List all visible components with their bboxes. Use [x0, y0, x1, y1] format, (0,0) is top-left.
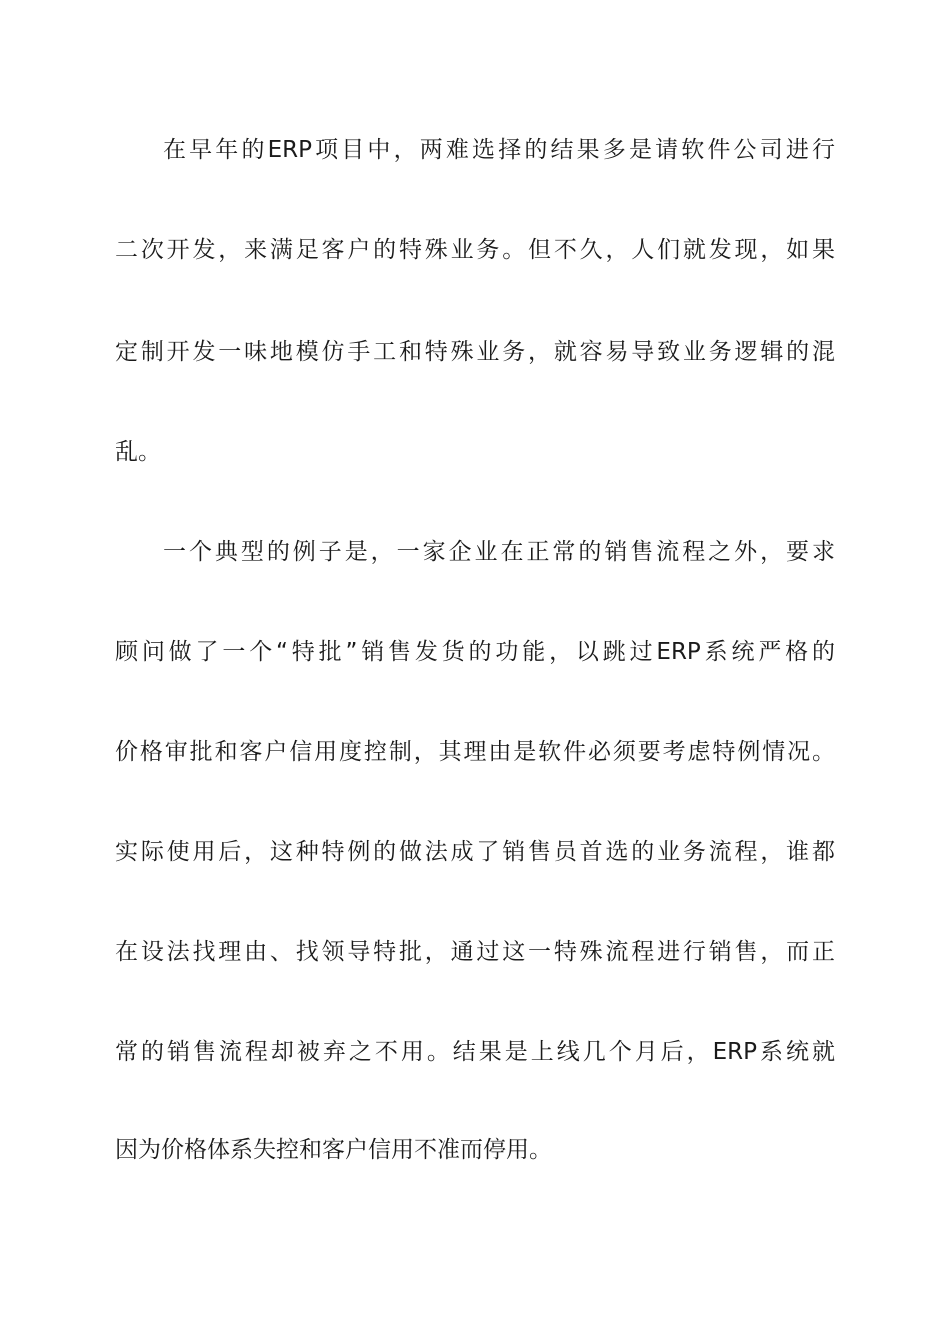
text-line: 因为价格体系失控和客户信用不准而停用。 [115, 1137, 552, 1163]
text-line: 在早年的ERP项目中，两难选择的结果多是请软件公司进行 [163, 137, 835, 163]
text-line: 定制开发一味地模仿手工和特殊业务，就容易导致业务逻辑的混 [115, 339, 835, 365]
text-line: 乱。 [115, 439, 161, 465]
text-line: 常的销售流程却被弃之不用。结果是上线几个月后，ERP系统就 [115, 1039, 835, 1065]
text-line: 价格审批和客户信用度控制，其理由是软件必须要考虑特例情况。 [115, 739, 835, 765]
text-line: 在设法找理由、找领导特批，通过这一特殊流程进行销售，而正 [115, 939, 835, 965]
text-line: 实际使用后，这种特例的做法成了销售员首选的业务流程，谁都 [115, 839, 835, 865]
text-line: 顾问做了一个“特批”销售发货的功能，以跳过ERP系统严格的 [115, 639, 835, 665]
text-line: 二次开发，来满足客户的特殊业务。但不久，人们就发现，如果 [115, 237, 835, 263]
text-line: 一个典型的例子是，一家企业在正常的销售流程之外，要求 [163, 539, 835, 565]
